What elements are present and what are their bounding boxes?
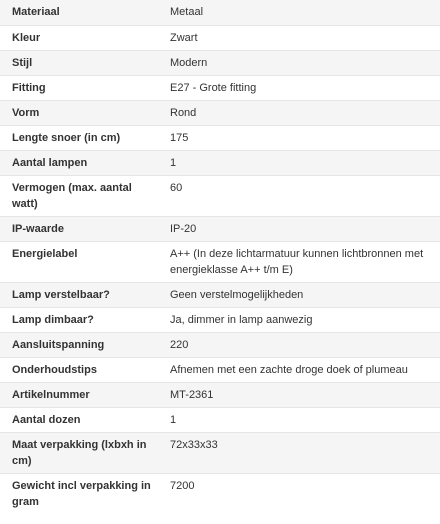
spec-row-ip-waarde (0, 216, 440, 241)
spec-label: Lamp dimbaar? (12, 313, 94, 326)
spec-value: 175 (170, 131, 189, 144)
spec-value: 72x33x33 (170, 438, 218, 451)
spec-value: E27 - Grote fitting (170, 81, 257, 94)
spec-value: Rond (170, 106, 197, 119)
spec-row-energielabel (0, 241, 440, 282)
spec-value: Afnemen met een zachte droge doek of plumeau (170, 363, 408, 376)
spec-value: Metaal (170, 6, 204, 18)
spec-label: Onderhoudstips (12, 363, 97, 376)
spec-value: Geen verstelmogelijkheden (170, 288, 304, 301)
spec-row-aantal-lampen (0, 150, 440, 175)
spec-row-aansluitspanning (0, 332, 440, 357)
spec-label: Aansluitspanning (12, 338, 105, 351)
spec-row-vermogen (0, 175, 440, 216)
spec-row-lamp-verstelbaar (0, 282, 440, 307)
spec-row-materiaal (0, 0, 440, 25)
spec-label: Gewicht incl verpakking in gram (12, 479, 151, 508)
spec-value: Ja, dimmer in lamp aanwezig (170, 313, 313, 326)
spec-label: Maat verpakking (lxbxh in cm) (12, 438, 147, 467)
spec-row-stijl (0, 50, 440, 75)
spec-value: 1 (170, 413, 177, 426)
spec-row-kleur (0, 25, 440, 50)
spec-label: Lamp verstelbaar? (12, 288, 110, 301)
spec-label: Energielabel (12, 247, 78, 260)
spec-value: 7200 (170, 479, 195, 492)
spec-row-onderhoudstips (0, 357, 440, 382)
spec-value: IP-20 (170, 222, 197, 235)
spec-value: 1 (170, 156, 177, 169)
spec-value: Zwart (170, 31, 198, 44)
spec-label: Kleur (12, 31, 41, 44)
spec-row-fitting (0, 75, 440, 100)
spec-row-lengte-snoer (0, 125, 440, 150)
spec-value: MT-2361 (170, 388, 214, 401)
spec-value: 60 (170, 181, 183, 194)
spec-value: Modern (170, 56, 208, 69)
spec-label: Lengte snoer (in cm) (12, 131, 121, 144)
spec-label: Vermogen (max. aantal watt) (12, 181, 132, 210)
spec-row-gewicht (0, 473, 440, 514)
spec-label: Vorm (12, 106, 40, 119)
spec-label: Materiaal (12, 6, 60, 18)
spec-label: Aantal dozen (12, 413, 81, 426)
spec-label: Fitting (12, 81, 46, 94)
spec-row-artikelnummer (0, 382, 440, 407)
spec-row-lamp-dimbaar (0, 307, 440, 332)
spec-row-aantal-dozen (0, 407, 440, 432)
spec-row-maat-verpakking (0, 432, 440, 473)
spec-value: A++ (In deze lichtarmatuur kunnen lichtbronnen met energieklasse A++ t/m E) (170, 247, 424, 276)
spec-row-vorm (0, 100, 440, 125)
spec-label: Aantal lampen (12, 156, 88, 169)
spec-label: Stijl (12, 56, 33, 69)
spec-label: IP-waarde (12, 222, 64, 235)
spec-label: Artikelnummer (12, 388, 90, 401)
spec-value: 220 (170, 338, 189, 351)
